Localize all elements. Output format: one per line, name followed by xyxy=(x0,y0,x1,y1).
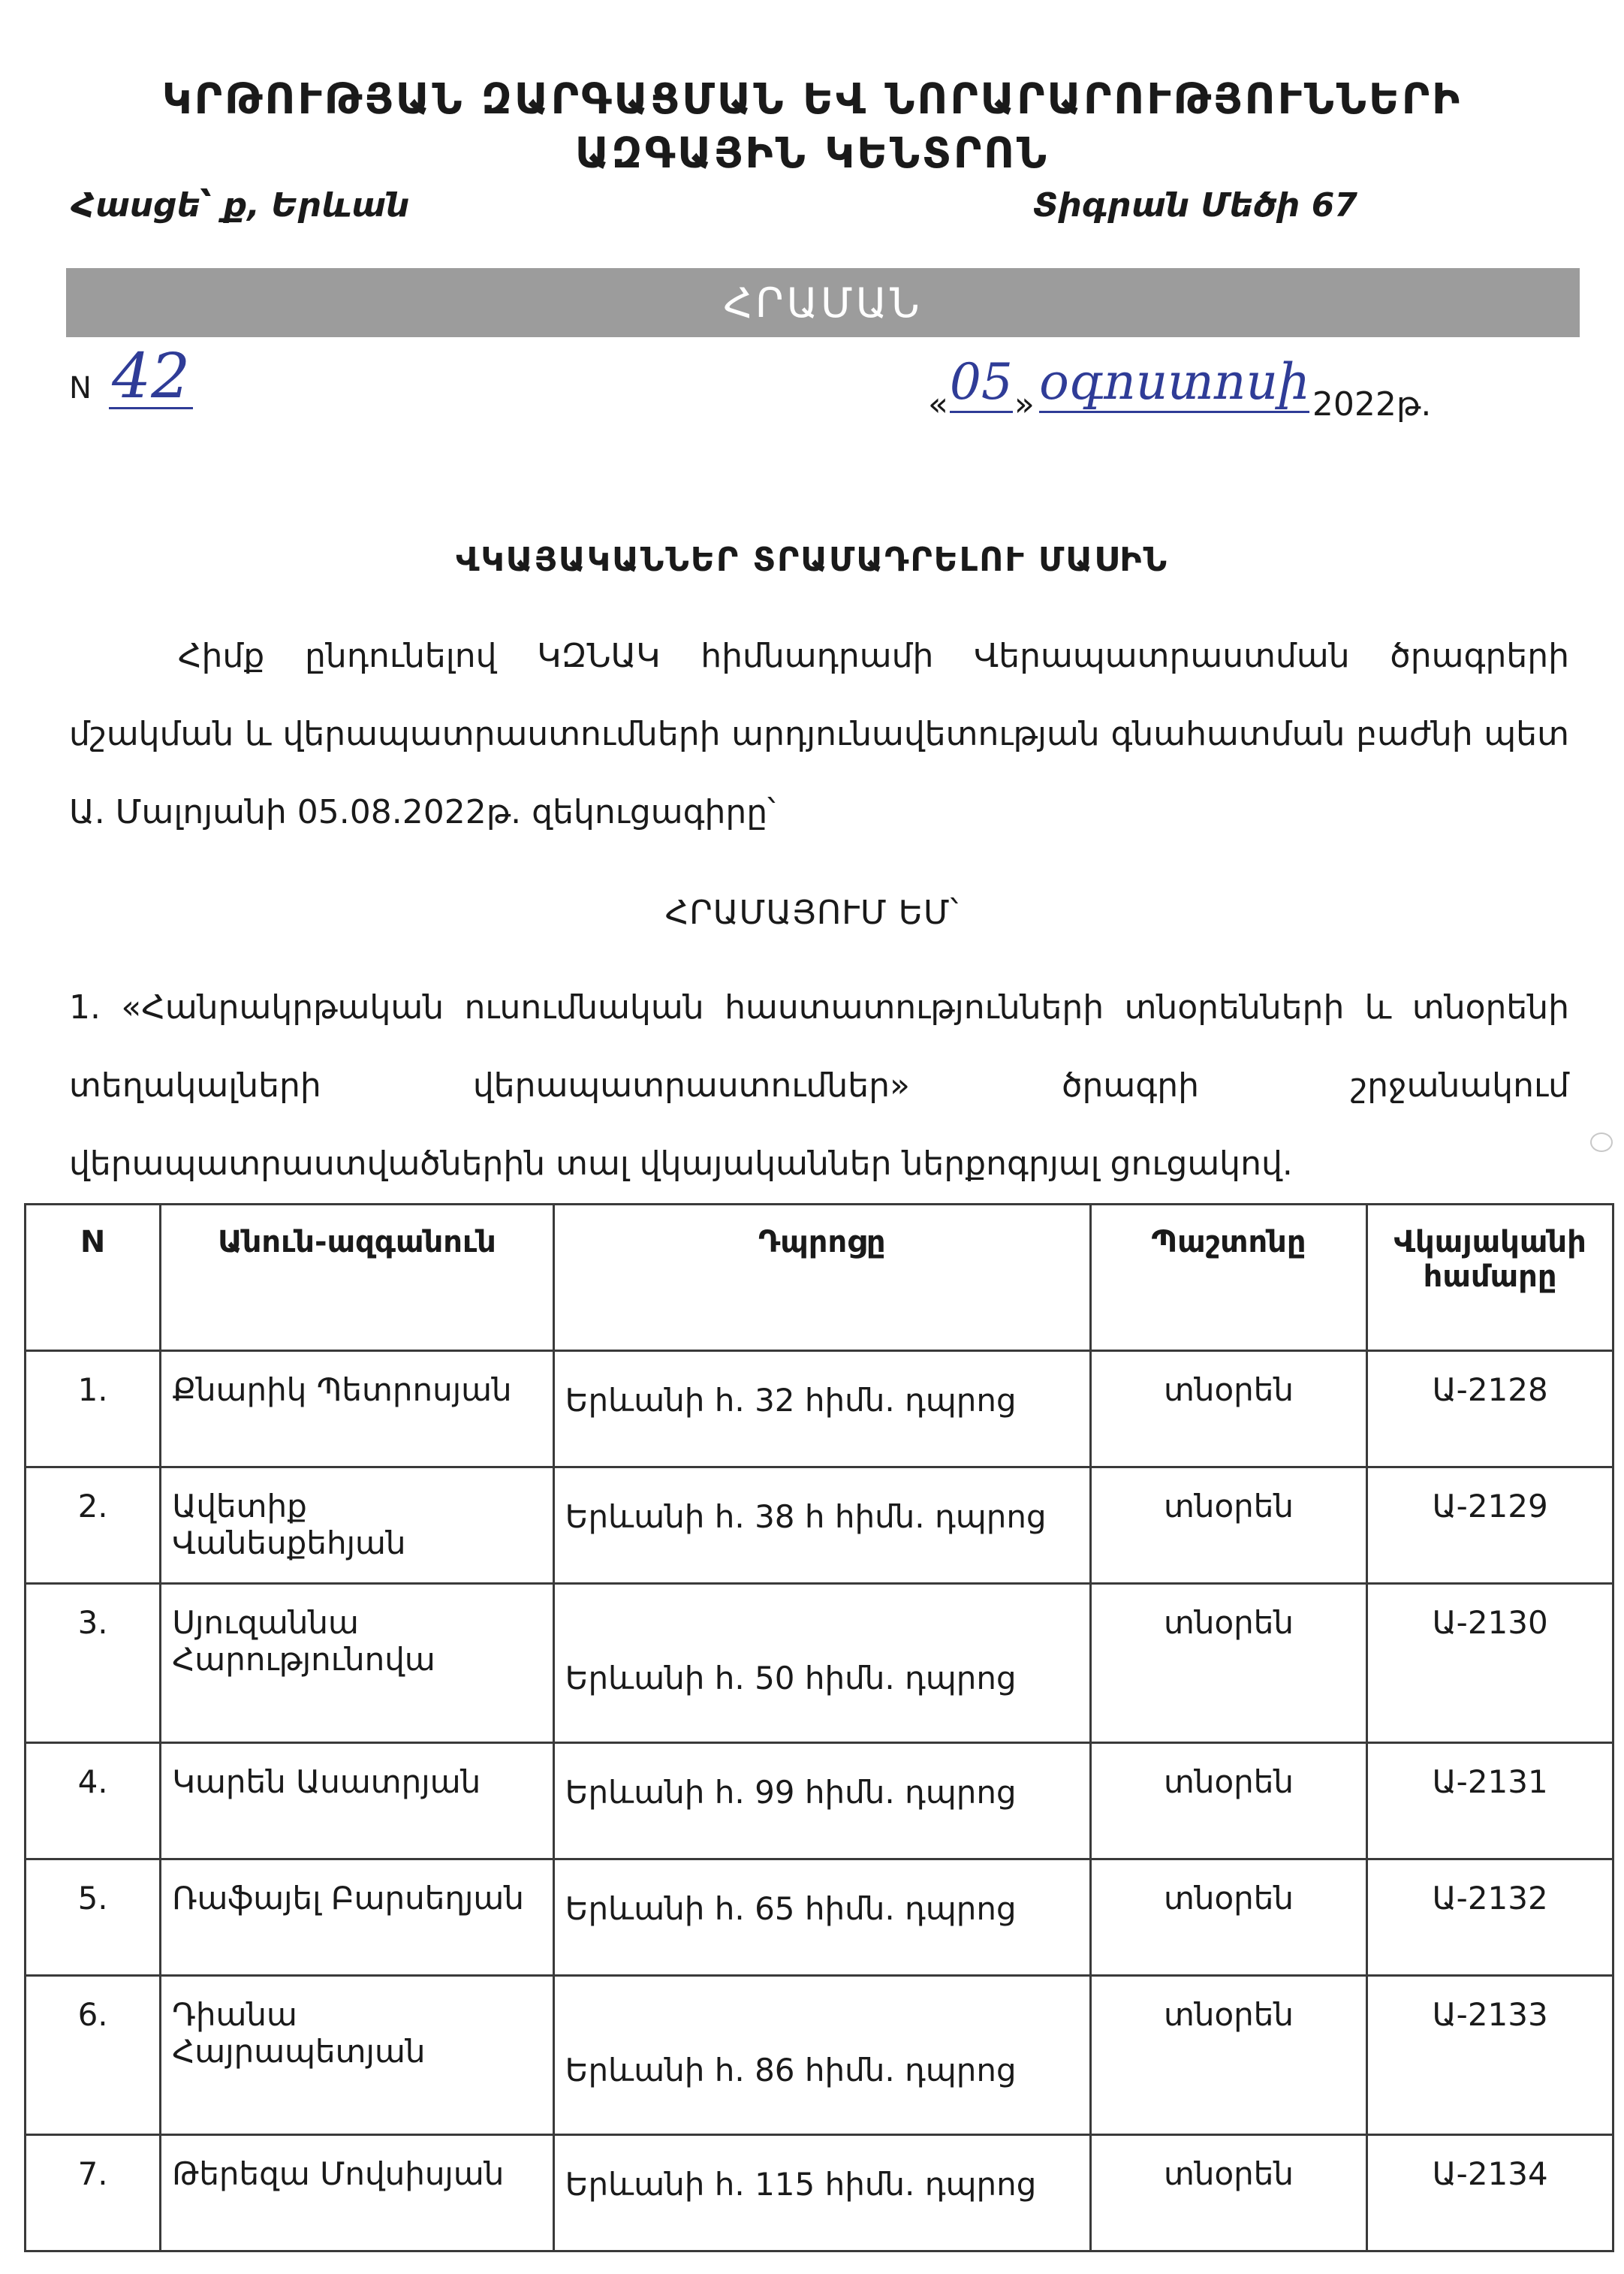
row-name: Կարեն Ասատրյան xyxy=(161,1743,554,1859)
order-number-handwritten: 42 xyxy=(109,347,193,409)
table-row xyxy=(26,2135,1613,2251)
row-position: տնօրեն xyxy=(1090,1743,1366,1859)
table-row xyxy=(26,1859,1613,1976)
organization-name-line1: ԿՐԹՈՒԹՅԱՆ ԶԱՐԳԱՑՄԱՆ ԵՎ ՆՈՐԱՐԱՐՈՒԹՅՈՒՆՆԵՐԻ xyxy=(161,75,1463,124)
organization-name-line2: ԱԶԳԱՅԻՆ ԿԵՆՏՐՈՆ xyxy=(574,129,1050,178)
margin-mark xyxy=(1590,1132,1613,1152)
table-row xyxy=(26,1584,1613,1743)
row-certificate: Ա-2132 xyxy=(1367,1859,1613,1976)
date-year: 2022թ. xyxy=(1312,385,1432,424)
table-row xyxy=(26,1351,1613,1467)
row-position: տնօրեն xyxy=(1090,1976,1366,2135)
order-banner-title: ՀՐԱՄԱՆ xyxy=(723,279,923,327)
header-position: Պաշտոնը xyxy=(1090,1205,1366,1351)
header-school: Դպրոցը xyxy=(553,1205,1090,1351)
order-banner xyxy=(66,268,1580,337)
header-name: Անուն-ազգանուն xyxy=(161,1205,554,1351)
row-number: 3. xyxy=(26,1584,161,1743)
row-certificate: Ա-2134 xyxy=(1367,2135,1613,2251)
row-number: 6. xyxy=(26,1976,161,2135)
row-name: Ավետիք Վանեսքեհյան xyxy=(161,1467,554,1584)
address-left: Հասցե՝ ք, Երևան xyxy=(71,186,410,225)
row-school: Երևանի հ. 38 հ հիմն. դպրոց xyxy=(553,1467,1090,1584)
order-number-label: N xyxy=(69,371,92,406)
row-number: 7. xyxy=(26,2135,161,2251)
row-certificate: Ա-2129 xyxy=(1367,1467,1613,1584)
order-date xyxy=(928,353,1432,424)
row-school: Երևանի հ. 115 հիմն. դպրոց xyxy=(553,2135,1090,2251)
row-school: Երևանի հ. 86 հիմն. դպրոց xyxy=(553,1976,1090,2135)
row-certificate: Ա-2131 xyxy=(1367,1743,1613,1859)
row-number: 1. xyxy=(26,1351,161,1467)
table-row xyxy=(26,1467,1613,1584)
row-name: Դիանա Հայրապետյան xyxy=(161,1976,554,2135)
date-month-handwritten: օգոստոսի xyxy=(1039,353,1309,413)
date-open-quote: « xyxy=(928,385,948,424)
certificates-table xyxy=(24,1203,1614,2252)
basis-paragraph: Հիմք ընդունելով ԿԶՆԱԿ հիմնադրամի Վերապատրաստման ծրագրերի մշակման և վերապատրաստումների արդյունավետության գնահատման բաժնի պետ Ա. Մալոյանի 05.08.2022թ. զեկուցագիրը՝ xyxy=(69,637,1569,831)
row-school: Երևանի հ. 50 հիմն. դպրոց xyxy=(553,1584,1090,1743)
header-certificate-number: Վկայականի համարը xyxy=(1367,1205,1613,1351)
row-position: տնօրեն xyxy=(1090,1859,1366,1976)
table-header-row xyxy=(26,1205,1613,1351)
row-certificate: Ա-2133 xyxy=(1367,1976,1613,2135)
row-name: Ռաֆայել Բարսեղյան xyxy=(161,1859,554,1976)
row-certificate: Ա-2128 xyxy=(1367,1351,1613,1467)
header-number: N xyxy=(26,1205,161,1351)
row-school: Երևանի հ. 99 հիմն. դպրոց xyxy=(553,1743,1090,1859)
point-1-paragraph: 1. «Հանրակրթական ուսումնական հաստատությունների տնօրենների և տնօրենի տեղակալների վերապատրաստումներ» ծրագրի շրջանակում վերապատրաստվածներին տալ վկայականներ ներքոգրյալ ցուցակով. xyxy=(69,988,1569,1183)
date-day-handwritten: 05 xyxy=(950,353,1013,413)
row-number: 4. xyxy=(26,1743,161,1859)
row-school: Երևանի հ. 65 հիմն. դպրոց xyxy=(553,1859,1090,1976)
document-title: ՎԿԱՅԱԿԱՆՆԵՐ ՏՐԱՄԱԴՐԵԼՈՒ ՄԱՍԻՆ xyxy=(455,541,1169,579)
row-position: տնօրեն xyxy=(1090,1584,1366,1743)
row-school: Երևանի հ. 32 հիմն. դպրոց xyxy=(553,1351,1090,1467)
row-name: Թերեզա Մովսիսյան xyxy=(161,2135,554,2251)
row-certificate: Ա-2130 xyxy=(1367,1584,1613,1743)
row-position: տնօրեն xyxy=(1090,1351,1366,1467)
table-row xyxy=(26,1976,1613,2135)
date-close-quote: » xyxy=(1014,385,1035,424)
row-name: Սյուզաննա Հարությունովա xyxy=(161,1584,554,1743)
address-right: Տիգրան Մեծի 67 xyxy=(1032,186,1357,225)
row-position: տնօրեն xyxy=(1090,1467,1366,1584)
row-number: 5. xyxy=(26,1859,161,1976)
row-position: տնօրեն xyxy=(1090,2135,1366,2251)
row-number: 2. xyxy=(26,1467,161,1584)
table-row xyxy=(26,1743,1613,1859)
row-name: Քնարիկ Պետրոսյան xyxy=(161,1351,554,1467)
order-heading: ՀՐԱՄԱՅՈՒՄ ԵՄ՝ xyxy=(664,894,960,932)
